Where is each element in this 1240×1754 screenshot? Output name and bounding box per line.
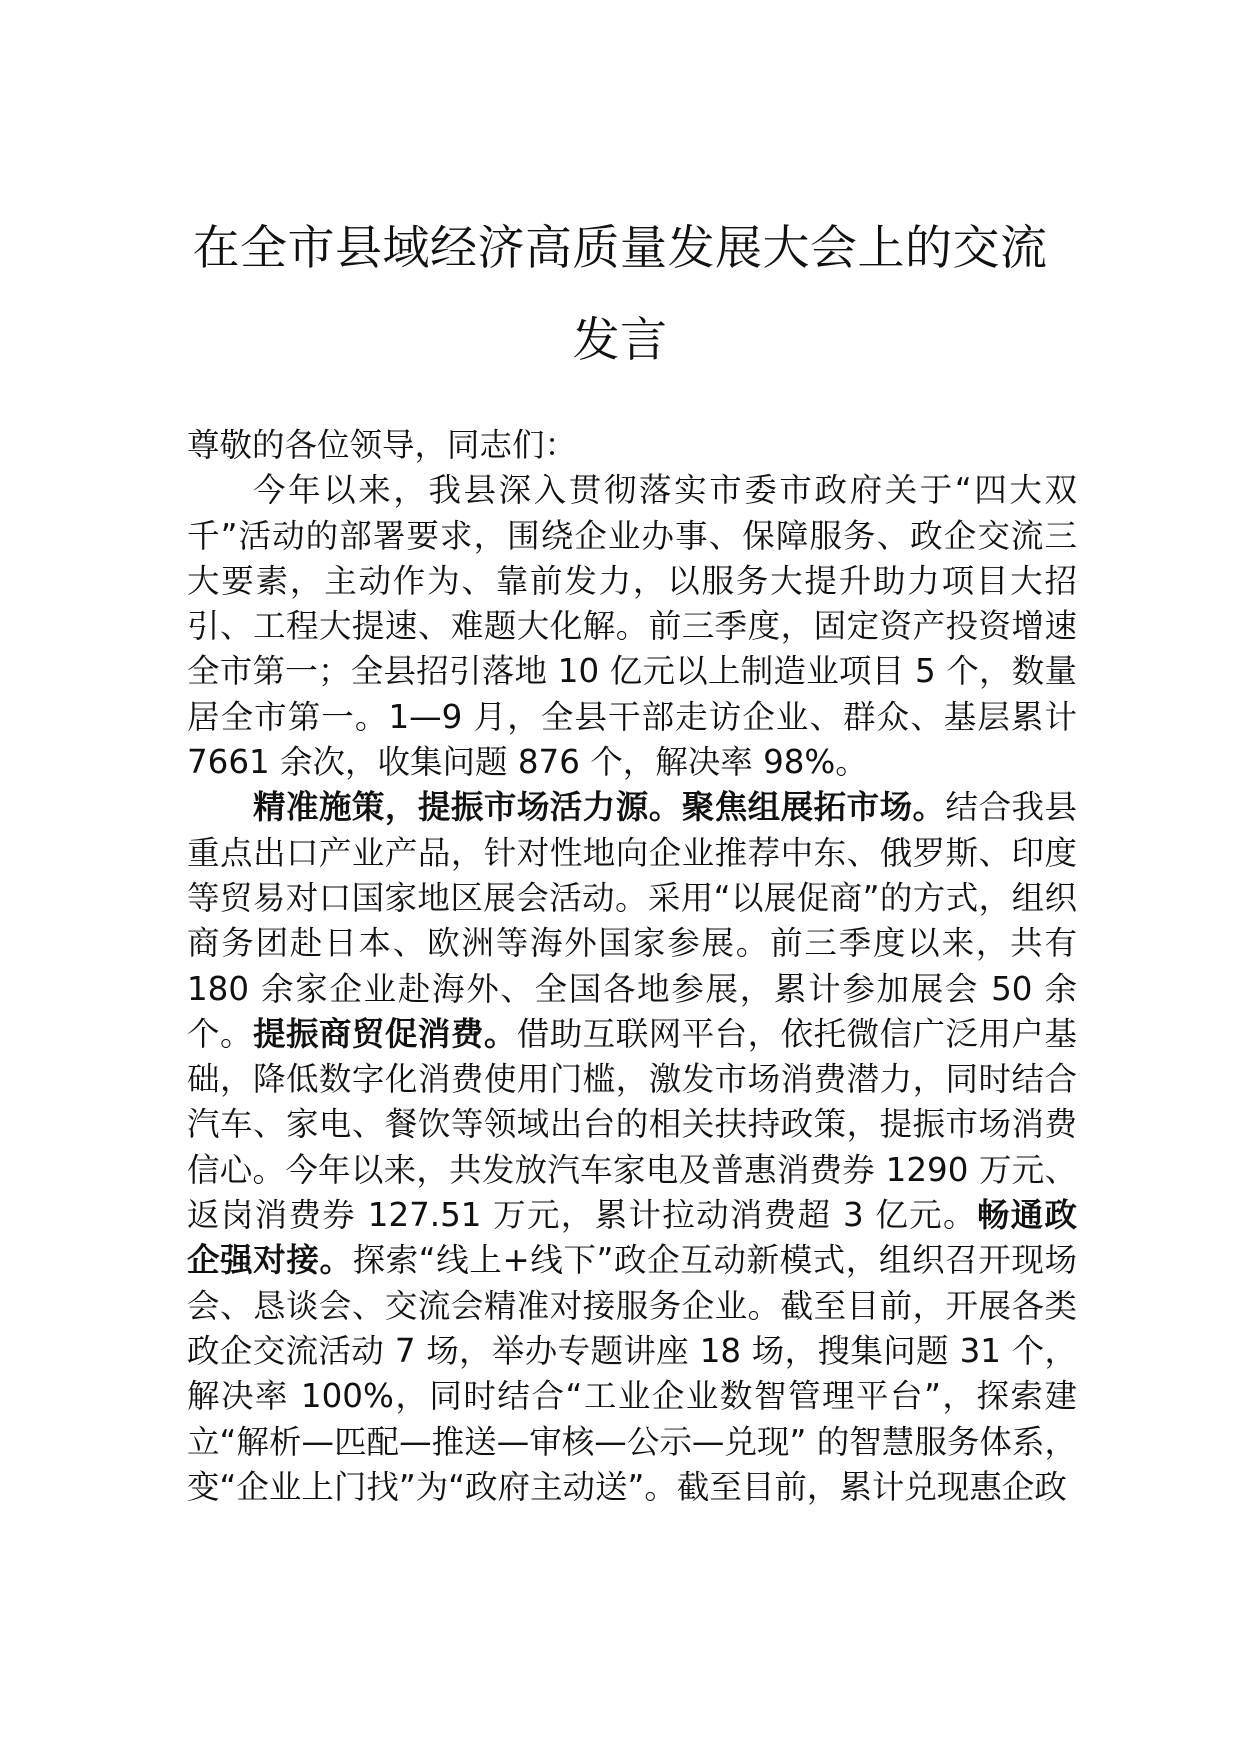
subsection-heading-enterprise: 畅通政企强对接。	[187, 1196, 1077, 1280]
subsection-heading-consumption: 提振商贸促消费。	[252, 1014, 517, 1053]
subsection-heading-exhibition: 聚焦组展拓市场。	[681, 788, 946, 827]
title-line-2: 发言	[572, 313, 668, 368]
intro-paragraph: 今年以来，我县深入贯彻落实市委市政府关于“四大双千”活动的部署要求，围绕企业办事、保障服务、政企交流三大要素，主动作为、靠前发力，以服务大提升助力项目大招引、工程大提速、难题大化解。前三季度，固定资产投资增速全市第一；全县招引落地 10 亿元以上制造业项目 5 个，数量居全市第一。1—9 月，全县干部走访企业、群众、基层累计 7661 余次，收集问题 876 个，解决率 98%。	[187, 471, 1077, 782]
subsection-text-exhibition: 结合我县重点出口产业产品，针对性地向企业推荐中东、俄罗斯、印度等贸易对口国家地区展会活动。采用“以展促商”的方式，组织商务团赴日本、欧洲等海外国家参展。前三季度以来，共有 180 余家企业赴海外、全国各地参展，累计参加展会 50 余个。	[187, 788, 1077, 1053]
section-paragraph	[187, 785, 1077, 1510]
title-line-1: 在全市县域经济高质量发展大会上的交流	[192, 221, 1048, 276]
subsection-text-consumption: 借助互联网平台，依托微信广泛用户基础，降低数字化消费使用门槛，激发市场消费潜力，同时结合汽车、家电、餐饮等领域出台的相关扶持政策，提振市场消费信心。今年以来，共发放汽车家电及普惠消费券 1290 万元、返岗消费券 127.51 万元，累计拉动消费超 3 亿元。	[187, 1014, 1077, 1235]
subsection-text-enterprise: 探索“线上+线下”政企互动新模式，组织召开现场会、恳谈会、交流会精准对接服务企业。截至目前，开展各类政企交流活动 7 场，举办专题讲座 18 场，搜集问题 31 个，解决率 100%，同时结合“工业企业数智管理平台”，探索建立“解析—匹配—推送—审核—公示—兑现” 的智慧服务体系，变“企业上门找”为“政府主动送”。截至目前，累计兑现惠企政	[187, 1241, 1077, 1506]
section-heading: 精准施策，提振市场活力源。	[253, 788, 682, 827]
document-body	[187, 423, 1077, 1510]
document-title	[150, 203, 1090, 387]
salutation: 尊敬的各位领导，同志们：	[187, 426, 578, 464]
